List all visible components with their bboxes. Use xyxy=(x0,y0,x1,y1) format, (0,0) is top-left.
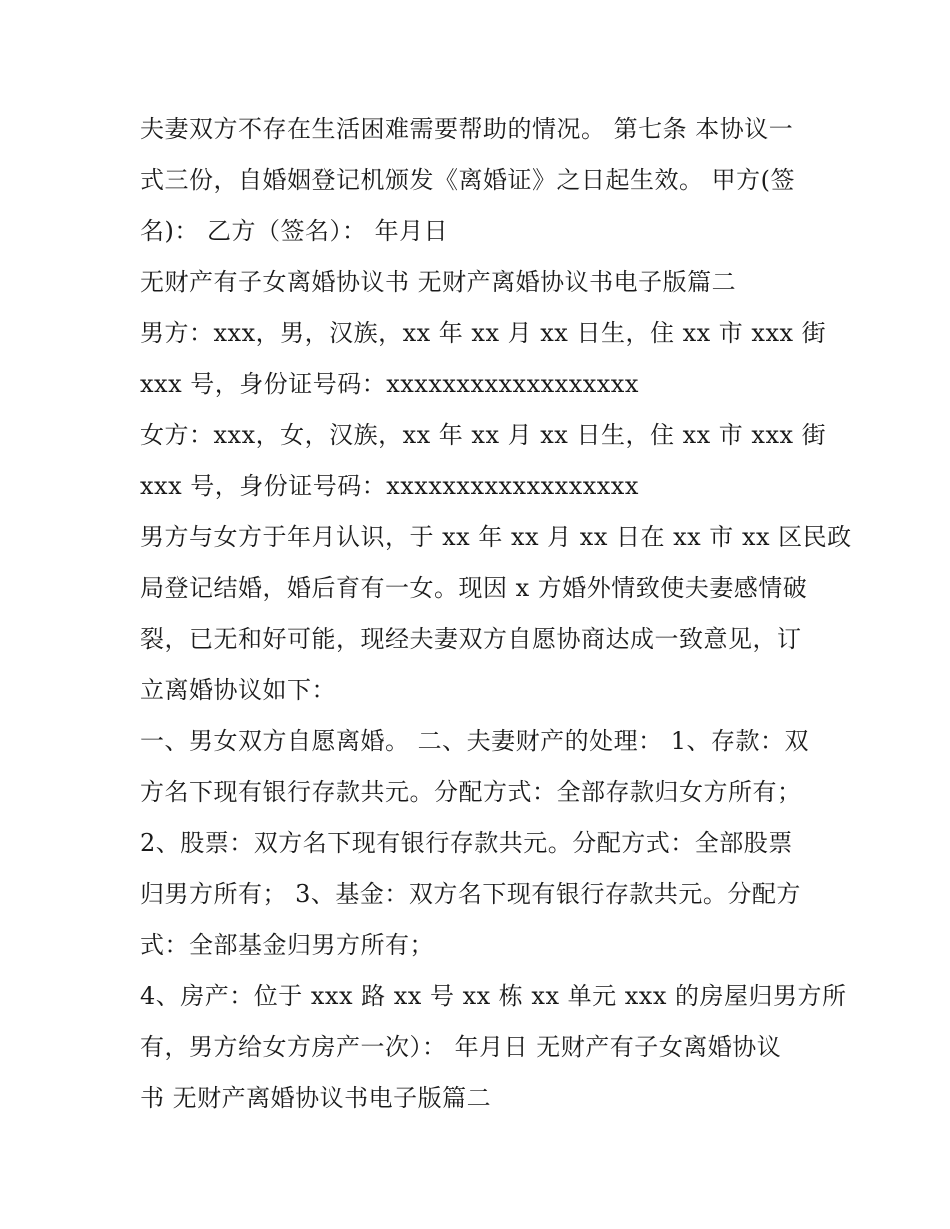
text-line: xxx 号，身份证号码：xxxxxxxxxxxxxxxxxx xyxy=(140,370,639,398)
text-line: xxx 号，身份证号码：xxxxxxxxxxxxxxxxxx xyxy=(140,472,639,500)
document-body xyxy=(140,104,852,1124)
text-line: 女方：xxx，女，汉族，xx 年 xx 月 xx 日生，住 xx 市 xxx 街 xyxy=(140,421,827,449)
text-line: 式三份，自婚姻登记机颁发《离婚证》之日起生效。 甲方(签 xyxy=(140,166,795,194)
text-line: 4、房产：位于 xxx 路 xx 号 xx 栋 xx 单元 xxx 的房屋归男方所 xyxy=(140,982,847,1010)
text-line: 书 无财产离婚协议书电子版篇二 xyxy=(140,1084,492,1112)
text-line: 方名下现有银行存款共元。分配方式：全部存款归女方所有； xyxy=(140,778,802,806)
text-line: 归男方所有； 3、基金：双方名下现有银行存款共元。分配方 xyxy=(140,880,801,908)
text-line: 男方：xxx，男，汉族，xx 年 xx 月 xx 日生，住 xx 市 xxx 街 xyxy=(140,319,827,347)
text-line: 一、男女双方自愿离婚。 二、夫妻财产的处理： 1、存款：双 xyxy=(140,727,810,755)
text-line: 名)： 乙方（签名）： 年月日 xyxy=(140,217,449,245)
text-line: 式：全部基金归男方所有； xyxy=(140,931,434,959)
text-line: 2、股票：双方名下现有银行存款共元。分配方式：全部股票 xyxy=(140,829,793,857)
text-line: 立离婚协议如下： xyxy=(140,676,336,704)
text-line: 局登记结婚，婚后育有一女。现因 x 方婚外情致使夫妻感情破 xyxy=(140,574,808,602)
text-line: 有，男方给女方房产一次）： 年月日 无财产有子女离婚协议 xyxy=(140,1033,782,1061)
section-heading: 无财产有子女离婚协议书 无财产离婚协议书电子版篇二 xyxy=(140,268,737,296)
text-line: 夫妻双方不存在生活困难需要帮助的情况。 第七条 本协议一 xyxy=(140,115,794,143)
text-line: 男方与女方于年月认识，于 xx 年 xx 月 xx 日在 xx 市 xx 区民政 xyxy=(140,523,852,551)
text-line: 裂，已无和好可能，现经夫妻双方自愿协商达成一致意见，订 xyxy=(140,625,802,653)
